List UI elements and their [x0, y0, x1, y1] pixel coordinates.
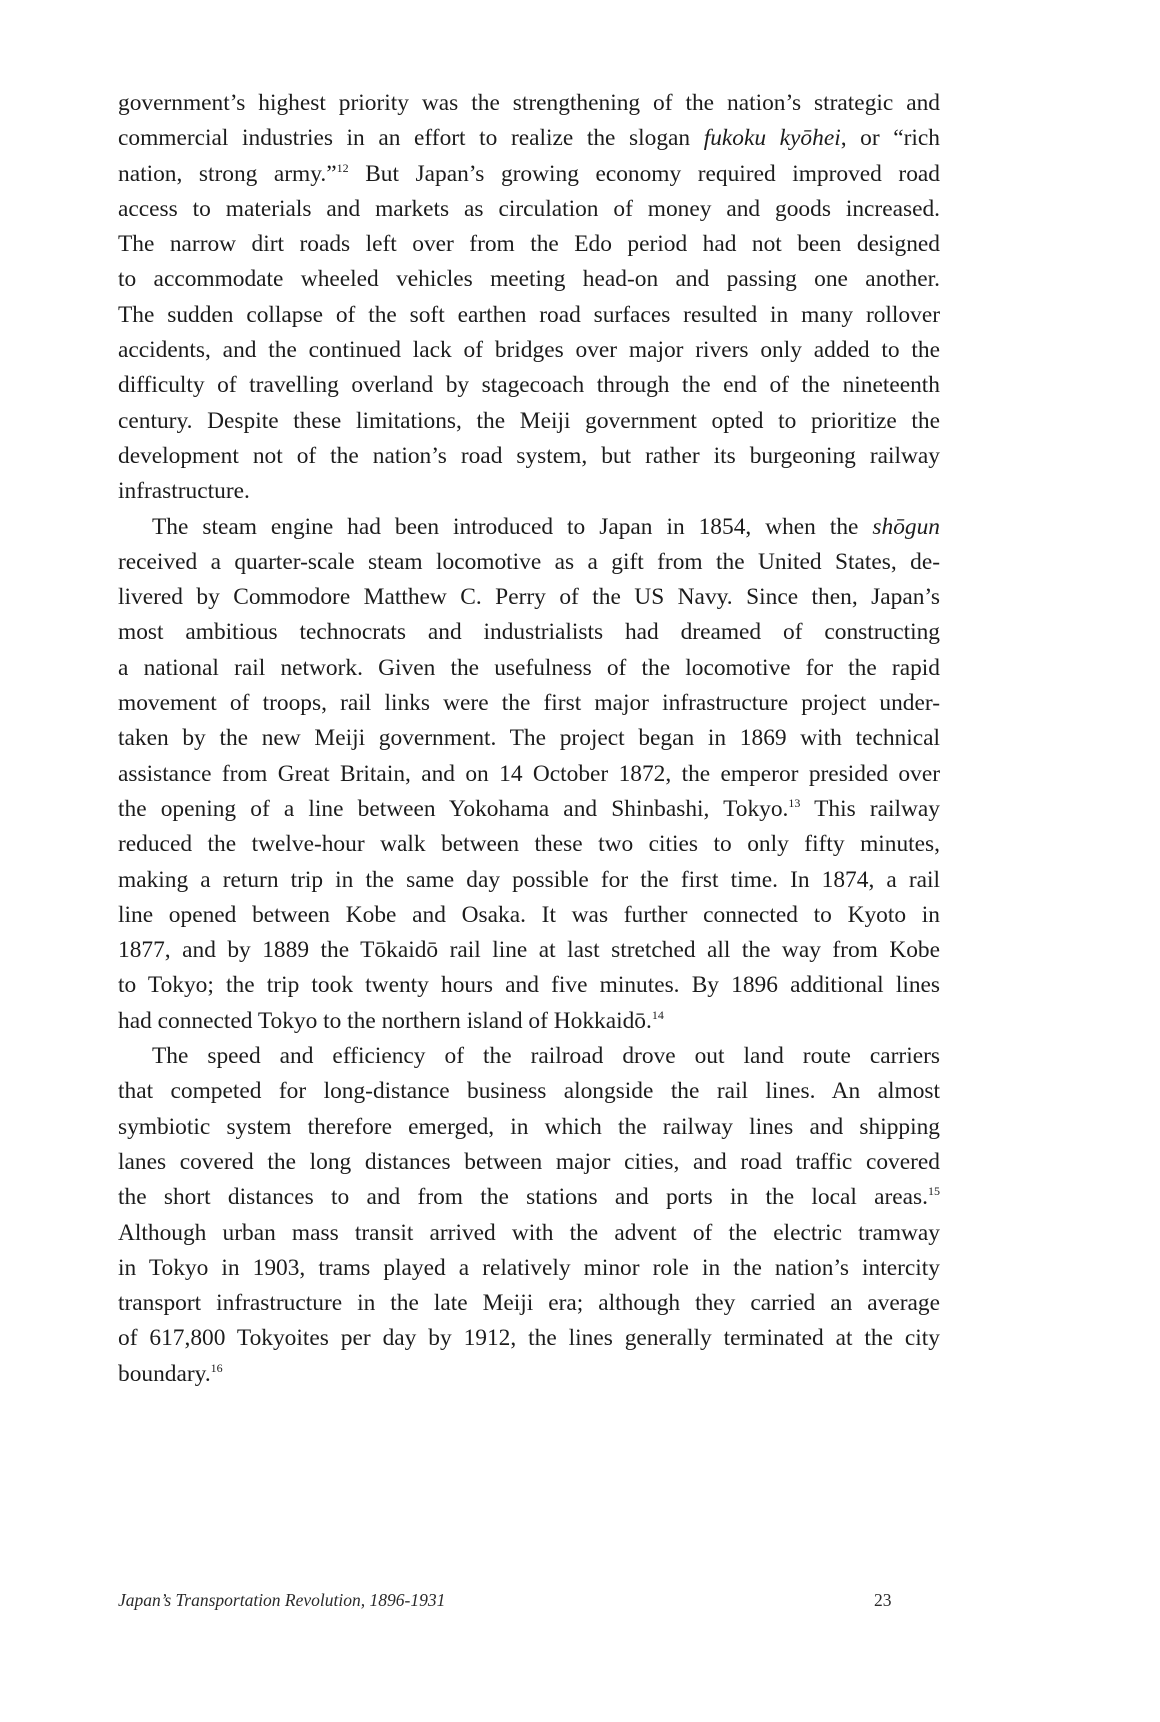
footnote-marker: 14: [651, 1007, 664, 1022]
text-segment: development not of the nation’s road system, but rather its burgeoning railway: [118, 442, 940, 469]
text-line: [118, 1251, 940, 1286]
text-line: [118, 1074, 940, 1109]
text-segment: lanes covered the long distances between major cities, and road traffic covered: [118, 1148, 940, 1175]
footnote-marker: 15: [928, 1184, 940, 1199]
text-segment: infrastructure.: [118, 478, 250, 505]
text-segment: The narrow dirt roads left over from the Edo period had not been designed: [118, 231, 940, 258]
text-line: [118, 1145, 940, 1180]
body-text: [118, 86, 940, 1392]
text-line: [118, 1110, 940, 1145]
text-segment: Although urban mass transit arrived with the advent of the electric tramway: [118, 1219, 940, 1246]
text-segment: government’s highest priority was the strengthening of the nation’s strategic and: [118, 90, 940, 116]
text-line: [118, 545, 940, 580]
text-segment: of 617,800 Tokyoites per day by 1912, the lines generally terminated at the city: [118, 1325, 940, 1352]
footnote-marker: 12: [336, 160, 349, 175]
text-line: [118, 1286, 940, 1321]
text-segment: to accommodate wheeled vehicles meeting head-on and passing one another.: [118, 266, 940, 293]
page-number: 23: [874, 1590, 892, 1610]
italic-term: shōgun: [872, 513, 940, 540]
text-line: [118, 792, 940, 827]
text-segment: livered by Commodore Matthew C. Perry of the US Navy. Since then, Japan’s: [118, 584, 940, 611]
text-line: [118, 474, 940, 509]
text-line: [118, 898, 940, 933]
text-line: [118, 615, 940, 650]
text-segment: assistance from Great Britain, and on 14 October 1872, the emperor presided over: [118, 760, 940, 787]
text-segment: making a return trip in the same day possible for the first time. In 1874, a rail: [118, 866, 940, 893]
text-line: [118, 651, 940, 686]
text-segment: boundary.: [118, 1360, 211, 1387]
text-segment: difficulty of travelling overland by stagecoach through the end of the nineteenth: [118, 372, 940, 399]
text-line: [118, 510, 940, 545]
text-segment: that competed for long-distance business alongside the rail lines. An almost: [118, 1078, 940, 1105]
text-line: [118, 262, 940, 297]
text-line: [118, 404, 940, 439]
text-segment: This railway: [800, 795, 941, 822]
text-segment: the short distances to and from the stations and ports in the local areas.: [118, 1184, 928, 1211]
text-segment: transport infrastructure in the late Meiji era; although they carried an average: [118, 1290, 940, 1317]
text-line: [118, 1321, 940, 1356]
text-line: [118, 968, 940, 1003]
text-line: [118, 333, 940, 368]
text-segment: nation, strong army.”: [118, 160, 337, 187]
paragraph: [118, 510, 940, 1039]
footnote-marker: 13: [788, 795, 801, 810]
text-segment: symbiotic system therefore emerged, in which the railway lines and shipping: [118, 1113, 940, 1140]
running-title: Japan’s Transportation Revolution, 1896-1931: [118, 1590, 446, 1610]
text-line: [118, 86, 940, 121]
text-line: [118, 757, 940, 792]
text-segment: movement of troops, rail links were the first major infrastructure project under-: [118, 690, 940, 717]
text-line: [118, 121, 940, 156]
text-segment: 1877, and by 1889 the Tōkaidō rail line at last stretched all the way from Kobe: [118, 937, 940, 964]
text-line: [118, 721, 940, 756]
text-segment: taken by the new Meiji government. The project began in 1869 with technical: [118, 725, 940, 752]
text-line: [118, 157, 940, 192]
text-line: [118, 863, 940, 898]
text-segment: in Tokyo in 1903, trams played a relatively minor role in the nation’s intercity: [118, 1254, 940, 1281]
text-segment: , or “rich: [840, 125, 941, 152]
text-segment: century. Despite these limitations, the Meiji government opted to prioritize the: [118, 407, 940, 434]
paragraph: [118, 1039, 940, 1392]
text-segment: But Japan’s growing economy required improved road: [348, 160, 940, 187]
text-segment: The steam engine had been introduced to Japan in 1854, when the: [152, 513, 873, 540]
footnote-marker: 16: [210, 1360, 223, 1375]
text-segment: had connected Tokyo to the northern island of Hokkaidō.: [118, 1007, 652, 1034]
text-segment: the opening of a line between Yokohama and Shinbashi, Tokyo.: [118, 795, 789, 822]
text-segment: The sudden collapse of the soft earthen road surfaces resulted in many rollover: [118, 301, 940, 328]
paragraph: [118, 86, 940, 510]
text-line: [118, 192, 940, 227]
text-segment: to Tokyo; the trip took twenty hours and five minutes. By 1896 additional lines: [118, 972, 940, 999]
text-line: [118, 1004, 940, 1039]
text-segment: a national rail network. Given the usefulness of the locomotive for the rapid: [118, 654, 940, 681]
text-segment: commercial industries in an effort to realize the slogan: [118, 125, 704, 152]
text-segment: reduced the twelve-hour walk between these two cities to only fifty minutes,: [118, 831, 940, 858]
text-line: [118, 933, 940, 968]
text-segment: line opened between Kobe and Osaka. It was further connected to Kyoto in: [118, 901, 940, 928]
text-line: [118, 298, 940, 333]
text-segment: accidents, and the continued lack of bridges over major rivers only added to the: [118, 337, 940, 364]
text-line: [118, 580, 940, 615]
text-line: [118, 1216, 940, 1251]
text-line: [118, 686, 940, 721]
text-line: [118, 439, 940, 474]
text-segment: access to materials and markets as circulation of money and goods increased.: [118, 195, 940, 222]
text-segment: most ambitious technocrats and industrialists had dreamed of constructing: [118, 619, 940, 646]
italic-term: fukoku kyōhei: [703, 125, 841, 152]
text-segment: The speed and efficiency of the railroad drove out land route carriers: [152, 1043, 940, 1070]
text-line: [118, 1180, 940, 1215]
text-line: [118, 1039, 940, 1074]
text-segment: received a quarter-scale steam locomotive as a gift from the United States, de-: [118, 548, 940, 575]
text-line: [118, 827, 940, 862]
text-line: [118, 1357, 940, 1392]
text-line: [118, 368, 940, 403]
text-line: [118, 227, 940, 262]
